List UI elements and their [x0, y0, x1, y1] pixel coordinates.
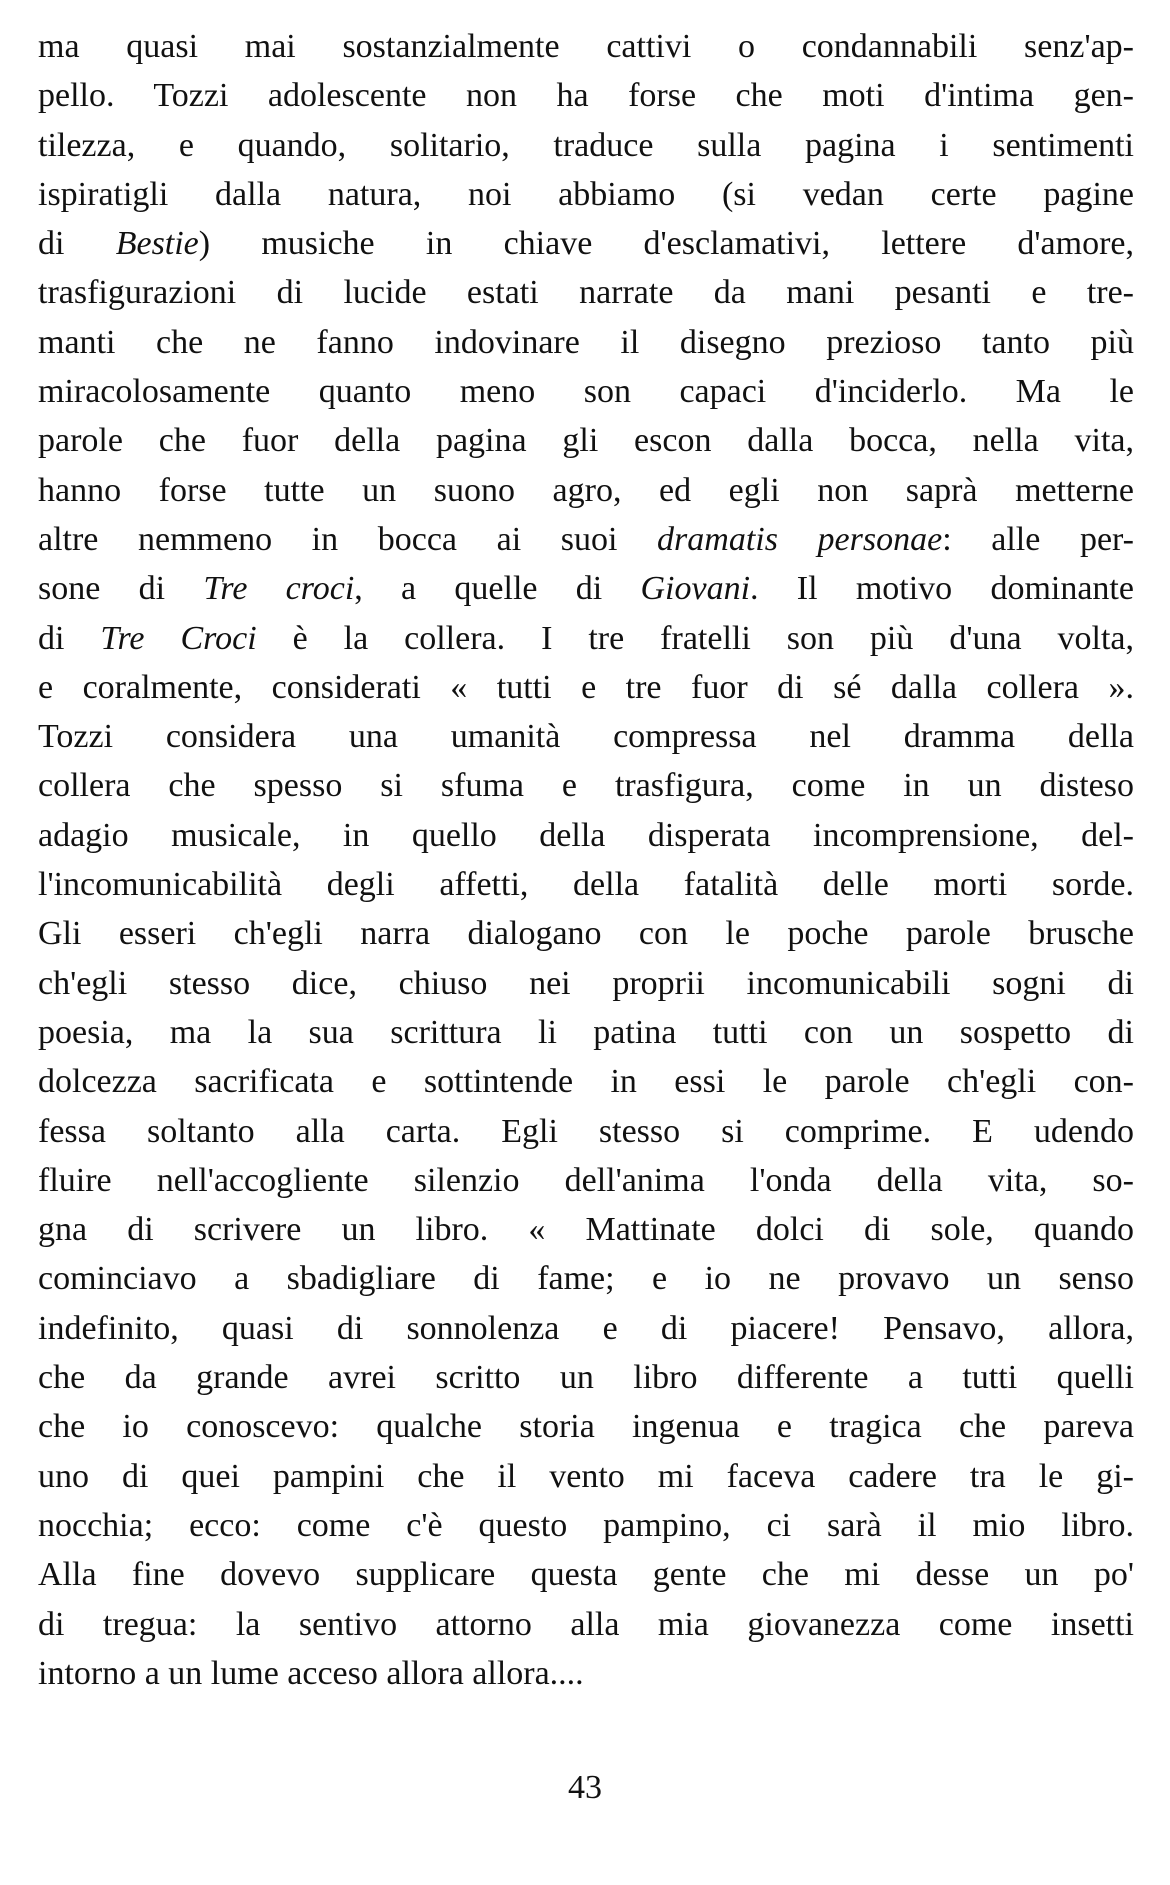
text-line — [38, 22, 1134, 71]
text-segment: Alla fine dovevo supplicare questa gente che mi desse un po' — [38, 1556, 1134, 1594]
text-line — [38, 1057, 1134, 1106]
text-segment: ch'egli stesso dice, chiuso nei proprii incomunicabili sogni di — [38, 964, 1134, 1002]
text-segment: cominciavo a sbadigliare di fame; e io ne provavo un senso — [38, 1260, 1134, 1298]
body-paragraph — [38, 22, 1134, 1698]
text-segment: adagio musicale, in quello della disperata incomprensione, del- — [38, 816, 1134, 854]
italic-title: Tre croci — [203, 570, 355, 608]
text-segment: fluire nell'accogliente silenzio dell'anima l'onda della vita, so- — [38, 1161, 1134, 1199]
text-segment: indefinito, quasi di sonnolenza e di piacere! Pensavo, allora, — [38, 1309, 1134, 1347]
italic-title: Bestie — [115, 225, 199, 263]
text-line — [38, 1501, 1134, 1550]
text-segment: pello. Tozzi adolescente non ha forse che moti d'intima gen- — [38, 77, 1134, 115]
text-line — [38, 860, 1134, 909]
text-line — [38, 1550, 1134, 1599]
text-segment: che da grande avrei scritto un libro differente a tutti quelli — [38, 1359, 1134, 1397]
text-line — [38, 1107, 1134, 1156]
text-segment: tilezza, e quando, solitario, traduce sulla pagina i sentimenti — [38, 126, 1134, 164]
text-segment: nocchia; ecco: come c'è questo pampino, ci sarà il mio libro. — [38, 1506, 1134, 1544]
text-segment: hanno forse tutte un suono agro, ed egli non saprà metterne — [38, 471, 1134, 509]
text-line — [38, 564, 1134, 613]
text-line — [38, 1452, 1134, 1501]
italic-title: dramatis personae — [657, 520, 943, 558]
text-line — [38, 1304, 1134, 1353]
text-segment: dolcezza sacrificata e sottintende in essi le parole ch'egli con- — [38, 1063, 1134, 1101]
text-segment: manti che ne fanno indovinare il disegno prezioso tanto più — [38, 323, 1134, 361]
text-segment: intorno a un lume acceso allora allora.... — [38, 1654, 584, 1692]
text-line — [38, 1205, 1134, 1254]
text-segment: di — [38, 619, 101, 657]
text-line — [38, 959, 1134, 1008]
text-segment: Gli esseri ch'egli narra dialogano con le poche parole brusche — [38, 915, 1134, 953]
text-segment: ispiratigli dalla natura, noi abbiamo (si vedan certe pagine — [38, 175, 1134, 213]
text-segment: ma quasi mai sostanzialmente cattivi o condannabili senz'ap- — [38, 28, 1134, 65]
text-segment: , a quelle di — [354, 570, 641, 608]
text-segment: e coralmente, considerati « tutti e tre fuor di sé dalla collera ». — [38, 668, 1134, 706]
text-segment: altre nemmeno in bocca ai suoi — [38, 520, 658, 558]
text-segment: ) musiche in chiave d'esclamativi, lettere d'amore, — [198, 225, 1134, 263]
text-line — [38, 318, 1134, 367]
text-line — [38, 71, 1134, 120]
text-line — [38, 416, 1134, 465]
text-segment: è la collera. I tre fratelli son più d'una volta, — [256, 619, 1134, 657]
text-line — [38, 219, 1134, 268]
text-line — [38, 1254, 1134, 1303]
text-segment: fessa soltanto alla carta. Egli stesso si comprime. E udendo — [38, 1112, 1134, 1150]
text-line — [38, 1008, 1134, 1057]
text-line — [38, 466, 1134, 515]
text-line — [38, 712, 1134, 761]
text-line — [38, 663, 1134, 712]
text-segment: di tregua: la sentivo attorno alla mia giovanezza come insetti — [38, 1605, 1134, 1643]
text-segment: Tozzi considera una umanità compressa nel dramma della — [38, 718, 1134, 756]
text-line — [38, 1600, 1134, 1649]
text-segment: gna di scrivere un libro. « Mattinate dolci di sole, quando — [38, 1211, 1134, 1249]
text-segment: collera che spesso si sfuma e trasfigura, come in un disteso — [38, 767, 1134, 805]
text-line — [38, 811, 1134, 860]
text-segment: . Il motivo dominante — [750, 570, 1134, 608]
italic-title: Tre Croci — [100, 619, 257, 657]
text-segment: sone di — [38, 570, 204, 608]
text-line — [38, 515, 1134, 564]
text-segment: miracolosamente quanto meno son capaci d'inciderlo. Ma le — [38, 373, 1134, 411]
text-segment: poesia, ma la sua scrittura li patina tutti con un sospetto di — [38, 1013, 1134, 1051]
text-line — [38, 909, 1134, 958]
text-line — [38, 1156, 1134, 1205]
text-line — [38, 268, 1134, 317]
text-line — [38, 761, 1134, 810]
text-line — [38, 1402, 1134, 1451]
page-number: 43 — [568, 1769, 602, 1806]
text-segment: di — [38, 225, 116, 263]
text-line — [38, 367, 1134, 416]
text-line — [38, 1649, 1134, 1698]
text-segment: parole che fuor della pagina gli escon dalla bocca, nella vita, — [38, 422, 1134, 460]
text-line — [38, 614, 1134, 663]
text-segment: trasfigurazioni di lucide estati narrate da mani pesanti e tre- — [38, 274, 1134, 312]
text-line — [38, 121, 1134, 170]
text-segment: che io conoscevo: qualche storia ingenua e tragica che pareva — [38, 1408, 1134, 1446]
text-line — [38, 170, 1134, 219]
text-segment: : alle per- — [942, 520, 1135, 558]
italic-title: Giovani — [640, 570, 751, 608]
text-segment: l'incomunicabilità degli affetti, della fatalità delle morti sorde. — [38, 866, 1134, 904]
text-line — [38, 1353, 1134, 1402]
text-segment: uno di quei pampini che il vento mi faceva cadere tra le gi- — [38, 1457, 1134, 1495]
